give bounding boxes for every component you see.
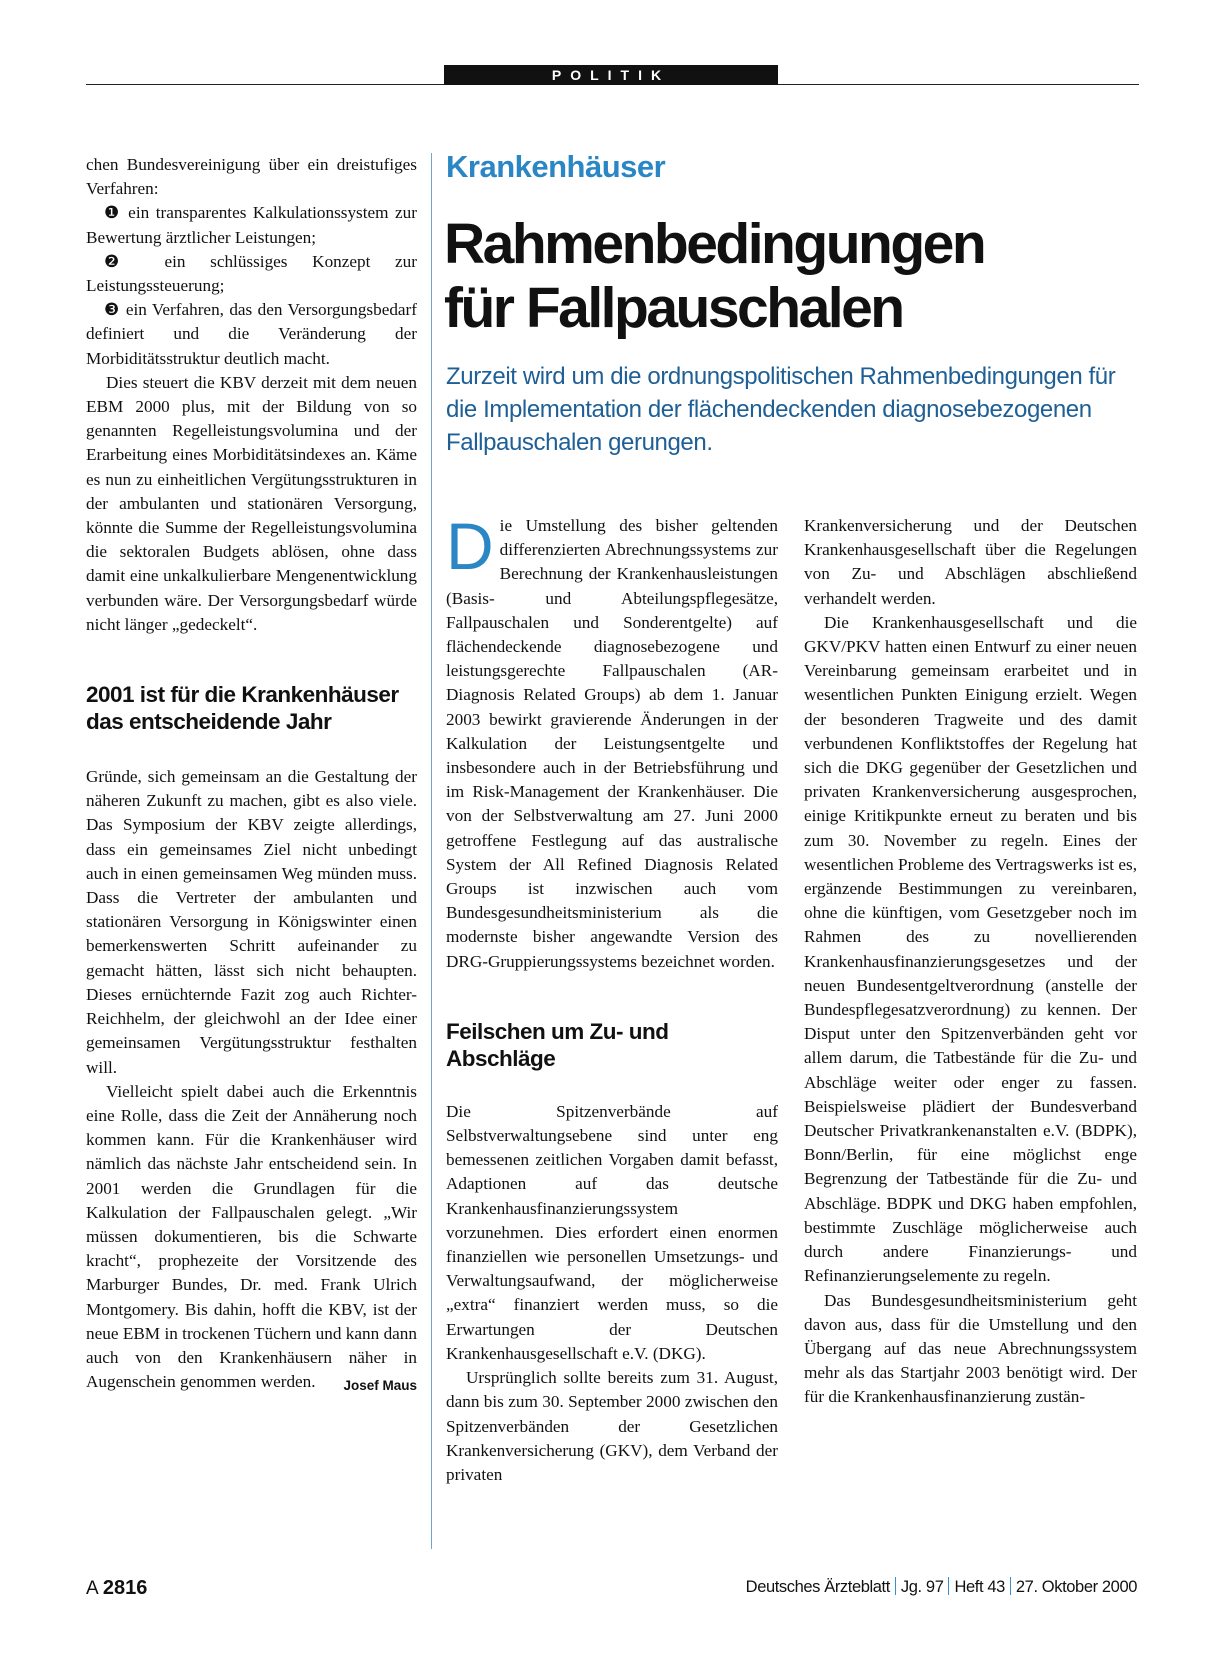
journal-volume: Jg. 97 [900,1578,944,1596]
paragraph: Die Spitzenverbände auf Selbstverwaltungsebene sind unter eng bemessenen zeitlichen Vorgaben damit befasst, Adaptionen auf das deutsche Krankenhausfinanzierungssystem vorzunehmen. Dies erfordert einen enormen finanziellen wie personellen Umsetzungs- und Verwaltungsaufwand, der möglicherweise „extra“ finanziert werden muss, so die Erwartungen der Deutschen Krankenhausgesellschaft e.V. (DKG). [446,1101,778,1363]
paragraph [86,1080,417,1395]
section-heading [446,1018,778,1072]
article-kicker: Krankenhäuser [446,149,666,184]
section-label: POLITIK [444,65,778,85]
list-item: ❸ ein Verfahren, das den Versorgungsbedarf definiert und die Veränderung der Morbiditätsstruktur deutlich macht. [86,300,417,368]
paragraph-text: ie Umstellung des bisher geltenden differenzierten Abrechnungssystems zur Berechnung der Krankenhausleistungen (Basis- und Abteilungspflegesätze, Fallpauschalen und Sonderentgelte) auf flächendeckende diagnosebezogene und leistungsgerechte Fallpauschalen (AR-Diagnosis Related Groups) ab dem 1. Januar 2003 bewirkt gravierende Änderungen in der Kalkulation der Leistungsentgelte und insbesondere auch in der Betriebsführung und im Risk-Management der Krankenhäuser. Die von der Selbstverwaltung am 27. Juni 2000 getroffene Festlegung auf das australische System der All Refined Diagnosis Related Groups ist inzwischen auch vom Bundesgesundheitsministerium als die modernste bisher angewandte Version des DRG-Gruppierungssystems bezeichnet worden. [446,516,778,971]
page-number [86,1577,147,1600]
heading-line: Abschläge [446,1045,556,1071]
paragraph: chen Bundesvereinigung über ein dreistufiges Verfahren: [86,155,417,199]
heading-line: das entscheidende Jahr [86,709,332,735]
heading-line: 2001 ist für die Krankenhäuser [86,682,399,708]
right-column [804,514,1137,1410]
paragraph [446,509,778,974]
page-prefix: A [86,1578,98,1599]
author-signature: Josef Maus [343,1378,417,1394]
heading-line: Feilschen um Zu- und [446,1018,669,1044]
paragraph-text: Vielleicht spielt dabei auch die Erkenntnis eine Rolle, dass die Zeit der Annäherung noch kommen kann. Für die Krankenhäuser wird nämlich das nächste Jahr entscheidend sein. In 2001 werden die Grundlagen für die Kalkulation der Fallpauschalen gelegt. „Wir müssen dokumentieren, bis die Schwarte kracht“, prophezeite der Vorsitzende des Marburger Bundes, Dr. med. Frank Ulrich Montgomery. Bis dahin, hofft die KBV, ist der neue EBM in trockenen Tüchern und kann dann auch von den Krankenhäusern näher in Augenschein genommen werden. [86,1081,417,1392]
footer-separator [1010,1577,1011,1595]
section-heading [86,681,417,735]
paragraph: Das Bundesgesundheitsministerium geht davon aus, dass für die Umstellung und den Übergang auf das neue Abrechnungssystem mehr als das Startjahr 2003 benötigt wird. Der für die Krankenhausfinanzierung zustän- [804,1290,1137,1407]
paragraph: Gründe, sich gemeinsam an die Gestaltung der näheren Zukunft zu machen, gibt es also viele. Das Symposium der KBV zeigte allerdings, dass ein gemeinsames Ziel nicht unbedingt auch in einen gemeinsamen Weg münden muss. Dass die Vertreter der ambulanten und stationären Versorgung in Königswinter einen bemerkenswerten Schritt aufeinander zu gemacht hätten, lässt sich nicht behaupten. Dieses ernüchternde Fazit zog auch Richter-Reichhelm, der gleichwohl an der Idee einer gemeinsamen Vergütungsstruktur festhalten will. [86,767,417,1077]
headline-line: für Fallpauschalen [444,276,903,340]
list-item: ❷ ein schlüssiges Konzept zur Leistungssteuerung; [86,251,417,296]
list-item: ❶ ein transparentes Kalkulationssystem zur Bewertung ärztlicher Leistungen; [86,203,417,247]
page-number-value: 2816 [102,1577,148,1599]
article-lead: Zurzeit wird um die ordnungspolitischen Rahmenbedingungen für die Implementation der flächendeckenden diagnosebezogenen Fallpauschalen gerungen. [446,363,1116,456]
article-headline [444,212,1144,340]
paragraph: Die Krankenhausgesellschaft und die GKV/PKV hatten einen Entwurf zu einer neuen Vereinbarung gemeinsam erarbeitet und in wesentlichen Punkten Einigung erzielt. Wegen der besonderen Tragweite und des damit verbundenen Konfliktstoffes der Regelung hat sich die DKG gegenüber der Gesetzlichen und privaten Krankenversicherung ausgesprochen, einige Kritikpunkte erneut zu beraten und bis zum 30. November zu regeln. Eines der wesentlichen Probleme des Vertragswerks ist es, ergänzende Bestimmungen zu vereinbaren, ohne die künftigen, vom Gesetzgeber noch im Rahmen des zu novellierenden Krankenhausfinanzierungsgesetzes und der neuen Bundesentgeltverordnung (anstelle der Bundespflegesatzverordnung) zu kennen. Der Disput unter den Spitzenverbänden geht vor allem darum, die Tatbestände für die Zu- und Abschläge weiter oder enger zu fassen. Beispielsweise plädiert der Bundesverband Deutscher Privatkrankenanstalten e.V. (BDPK), Bonn/Berlin, für eine möglichst enge Begrenzung der Tatbestände für die Zu- und Abschläge. BDPK und DKG haben empfohlen, bestimmte Zuschläge möglicherweise auch durch andere Finanzierungs- und Refinanzierungselemente zu regeln. [804,612,1137,1286]
footer-separator [895,1577,896,1595]
paragraph: Krankenversicherung und der Deutschen Krankenhausgesellschaft über die Regelungen von Zu- und Abschlägen abschließend verhandelt werden. [804,516,1137,608]
left-column [86,153,417,1398]
journal-name: Deutsches Ärzteblatt [745,1578,890,1596]
publication-info [746,1577,1137,1597]
paragraph: Dies steuert die KBV derzeit mit dem neuen EBM 2000 plus, mit der Bildung von so genannten Regelleistungsvolumina und der Erarbeitung eines Morbiditätsindexes an. Käme es nun zu einheitlichen Vergütungsstrukturen in der ambulanten und stationären Versorgung, könnte die Summe der Regelleistungsvolumina die sektoralen Budgets ablösen, ohne dass damit eine unkalkulierbare Mengenentwicklung verbunden wäre. Der Versorgungsbedarf würde nicht länger „gedeckelt“. [86,372,417,634]
footer-separator [948,1577,949,1595]
headline-line: Rahmenbedingungen [444,212,985,276]
publication-date: 27. Oktober 2000 [1015,1578,1137,1596]
drop-cap: D [446,509,494,583]
journal-issue: Heft 43 [954,1578,1005,1596]
paragraph: Ursprünglich sollte bereits zum 31. August, dann bis zum 30. September 2000 zwischen den Spitzenverbänden der Gesetzlichen Krankenversicherung (GKV), dem Verband der privaten [446,1368,778,1484]
middle-column [446,509,778,1487]
column-divider [431,153,432,1549]
